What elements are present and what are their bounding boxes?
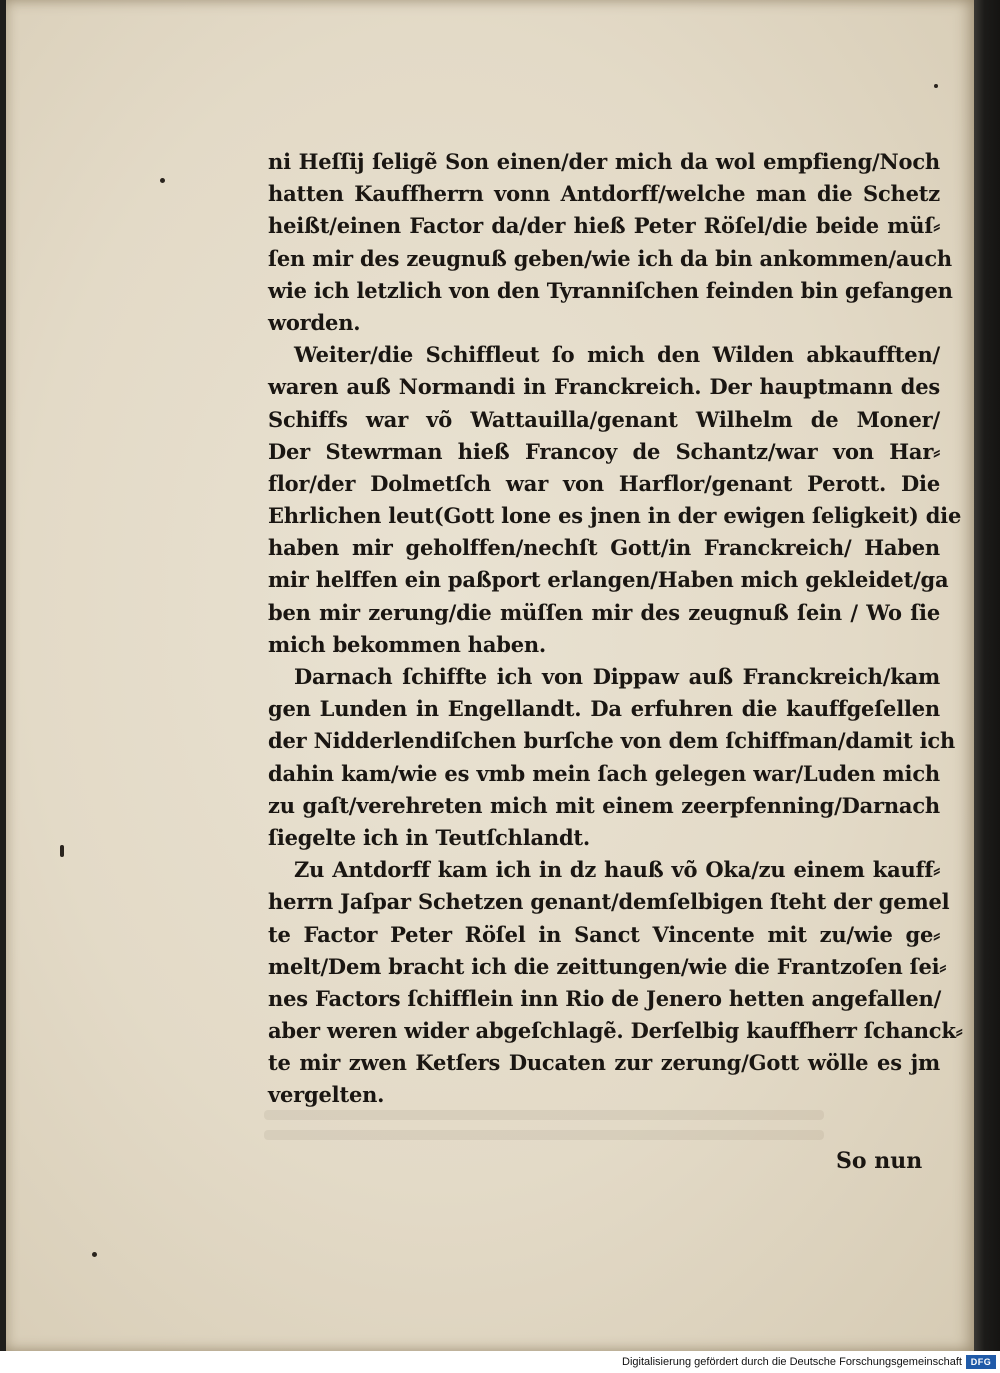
text-line-22: ſiegelte ich in Teutſchlandt.: [268, 824, 591, 850]
catchword: So nun: [836, 1148, 923, 1174]
text-line-19: der Nidderlendiſchen burſche von dem ſchiffman/damit ich: [268, 728, 956, 754]
text-line-30: vergelten.: [268, 1082, 385, 1108]
ink-speck: [160, 178, 165, 183]
funding-credit: Digitalisierung gefördert durch die Deutsche Forschungsgemeinschaft: [622, 1356, 962, 1368]
text-line-3: heißt/einen Factor da/der hieß Peter Röſel/die beide müſ⸗: [268, 213, 940, 239]
text-line-24: herrn Jaſpar Schetzen genant/demſelbigen ſteht der gemel: [268, 889, 950, 915]
text-line-15: ben mir zerung/die müſſen mir des zeugnuß ſein / Wo ſie: [268, 599, 940, 625]
ink-speck: [934, 84, 938, 88]
book-gutter: [974, 0, 1000, 1351]
text-line-16: mich bekommen haben.: [268, 631, 547, 657]
text-line-8: waren auß Normandi in Franckreich. Der hauptmann des: [268, 374, 940, 400]
text-line-18: gen Lunden in Engellandt. Da erfuhren die kauffgeſellen: [268, 696, 940, 722]
text-line-23: Zu Antdorff kam ich in dz hauß võ Oka/zu einem kauff⸗: [294, 857, 940, 883]
dfg-logo-icon[interactable]: DFG: [966, 1355, 996, 1369]
text-line-6: worden.: [268, 309, 361, 335]
text-line-25: te Factor Peter Röſel in Sanct Vincente mit zu/wie ge⸗: [268, 921, 940, 947]
text-line-9: Schiffs war võ Wattauilla/genant Wilhelm de Moner/: [268, 406, 940, 432]
text-line-12: Ehrlichen leut(Gott lone es jnen in der ewigen ſeligkeit) die: [268, 503, 962, 529]
text-line-27: nes Factors ſchifflein inn Rio de Jenero hetten angefallen/: [268, 985, 942, 1011]
text-line-20: dahin kam/wie es vmb mein ſach gelegen war/Luden mich: [268, 760, 940, 786]
text-line-4: ſen mir des zeugnuß geben/wie ich da bin ankommen/auch: [268, 245, 953, 271]
text-line-5: wie ich letzlich von den Tyranniſchen feinden bin gefangen: [268, 277, 953, 303]
text-line-29: te mir zwen Ketſers Ducaten zur zerung/Gott wölle es jm: [268, 1050, 940, 1076]
text-line-17: Darnach ſchiffte ich von Dippaw auß Franckreich/kam: [294, 664, 940, 689]
credit-footer: [0, 1351, 1000, 1373]
text-line-1: ni Heſſij ſeligẽ Son einen/der mich da wol empfieng/Noch: [268, 149, 940, 174]
ink-speck: [92, 1252, 97, 1257]
text-line-21: zu gaſt/verehreten mich mit einem zeerpfenning/Darnach: [268, 792, 940, 818]
book-page: [6, 0, 974, 1351]
text-line-26: melt/Dem bracht ich die zeittungen/wie die Frantzoſen ſei⸗: [268, 953, 947, 979]
text-line-28: aber weren wider abgeſchlagẽ. Derſelbig kauffherr ſchanck⸗: [268, 1018, 963, 1044]
text-line-7: Weiter/die Schiffleut ſo mich den Wilden abkaufften/: [294, 342, 940, 368]
ink-speck: [60, 845, 64, 857]
text-line-10: Der Stewrman hieß Francoy de Schantz/war von Har⸗: [268, 438, 940, 464]
page-text: [268, 146, 963, 1112]
text-line-2: hatten Kauffherrn vonn Antdorff/welche man die Schetz: [268, 181, 940, 207]
text-line-11: flor/der Dolmetſch war von Harflor/genant Perott. Die: [268, 470, 940, 496]
text-line-14: mir helffen ein paßport erlangen/Haben mich gekleidet/ga: [268, 567, 949, 593]
text-line-13: haben mir geholffen/nechſt Gott/in Franckreich/ Haben: [268, 535, 940, 561]
